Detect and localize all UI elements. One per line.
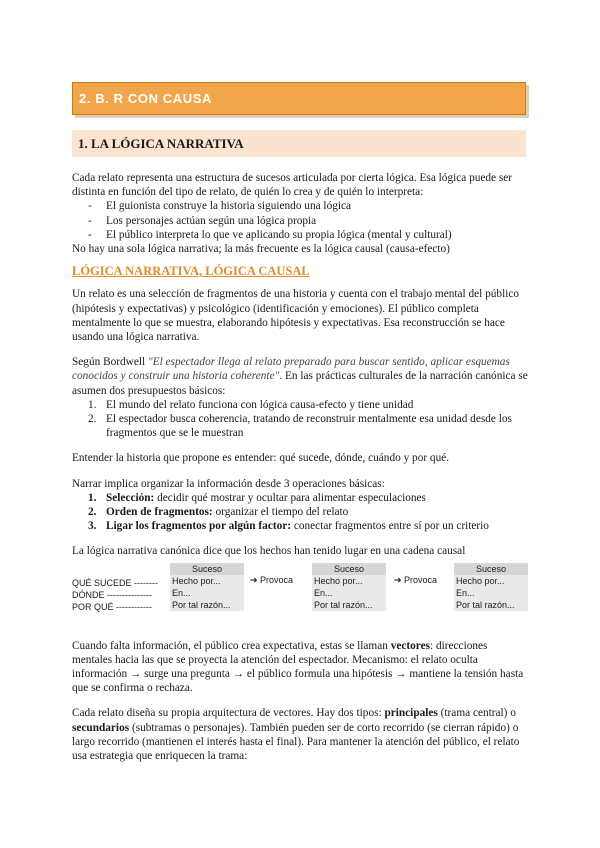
event-box: Suceso Hecho por... En... Por tal razón... — [454, 563, 528, 611]
provoca-arrow: ➔ Provoca — [394, 574, 438, 585]
provoca-arrow: ➔ Provoca — [250, 574, 294, 585]
diagram-label: POR QUÉ ------------ — [72, 601, 152, 612]
event-box: Suceso Hecho por... En... Por tal razón... — [170, 563, 244, 611]
list-item: 1. El mundo del relato funciona con lógica causa-efecto y tiene unidad — [88, 398, 414, 411]
list-item: - El guionista construye la historia siguiendo una lógica — [88, 200, 352, 213]
vector-architecture-paragraph: Cada relato diseña su propia arquitectura de vectores. Hay dos tipos: principales (trama central) o secundarios (subtramas o personajes). También pueden ser de corto recorrido (se cierran rápido) o largo recorrido (mantienen el interés hasta el final). Para mantener la atención del público, el relato usa estrategia que enriquecen la trama: — [72, 707, 520, 763]
document-body — [72, 171, 528, 763]
diagram-label: DÓNDE --------------- — [72, 589, 152, 600]
list-item: 2. El espectador busca coherencia, tratando de reconstruir mentalmente esa unidad desde los fragmentos que se le muestran — [88, 413, 512, 440]
assumptions-list — [72, 398, 528, 441]
operations-intro: Narrar implica organizar la información desde 3 operaciones básicas: — [72, 477, 385, 490]
causal-chain-intro: La lógica narrativa canónica dice que los hechos han tenido lugar en una cadena causal — [72, 545, 466, 558]
list-item: - El público interpreta lo que ve aplicando su propia lógica (mental y cultural) — [88, 228, 452, 241]
diagram-labels — [72, 577, 168, 613]
subheading: LÓGICA NARRATIVA, LÓGICA CAUSAL — [72, 264, 310, 279]
section-title: 1. LA LÓGICA NARRATIVA — [78, 136, 244, 151]
vectors-term: vectores — [390, 639, 431, 652]
intro-closing: No hay una sola lógica narrativa; la más frecuente es la lógica causal (causa-efecto) — [72, 243, 450, 256]
paragraph-fragments: Un relato es una selección de fragmentos de una historia y cuenta con el trabajo mental del público (hipótesis y expectativas) y psicológico (identificación y emociones). El público completa mentalmente lo que se muestra, elaborando hipótesis y expectativas. Esa reconstrucción se hace usando una lógica narrativa. — [72, 288, 520, 344]
bordwell-quote: "El espectador llega al relato preparado para buscar sentido, aplicar esquemas conocidos y construir una historia coherente" — [72, 356, 510, 383]
list-item: 3. Ligar los fragmentos por algún factor: conectar fragmentos entre sí por un criterio — [88, 520, 489, 533]
list-item: - Los personajes actúan según una lógica propia — [88, 214, 317, 227]
diagram-label: QUÉ SUCEDE -------- — [72, 577, 158, 588]
list-item: 2. Orden de fragmentos: organizar el tiempo del relato — [88, 506, 349, 519]
list-item: 1. Selección: decidir qué mostrar y ocultar para alimentar especulaciones — [88, 491, 426, 504]
intro-paragraph: Cada relato representa una estructura de sucesos articulada por cierta lógica. Esa lógica puede ser distinta en función del tipo de relato, de quién lo crea y de quién lo interpreta: — [72, 172, 513, 199]
paragraph-understanding: Entender la historia que propone es entender: qué sucede, dónde, cuándo y por qué. — [72, 452, 450, 465]
operations-list — [72, 491, 528, 534]
bordwell-paragraph: Según Bordwell "El espectador llega al relato preparado para buscar sentido, aplicar esquemas conocidos y construir una historia coherente". En las prácticas culturales de la narración canónica se asumen dos presupuestos básicos: — [72, 356, 528, 397]
chapter-banner — [72, 82, 526, 115]
chapter-title: 2. B. R CON CAUSA — [79, 91, 212, 106]
secundarios-term: secundarios — [72, 721, 130, 734]
event-box: Suceso Hecho por... En... Por tal razón... — [312, 563, 386, 611]
section-heading — [72, 130, 526, 157]
causal-chain-diagram — [72, 563, 528, 619]
principales-term: principales — [384, 707, 438, 720]
vectors-paragraph: Cuando falta información, el público crea expectativa, estas se llaman vectores: direcciones mentales hacia las que se proyecta la atención del espectador. Mecanismo: el relato oculta información → surge una pregunta → el público formula una hipótesis → mantiene la tensión hasta que se confirma o rechaza. — [72, 639, 524, 695]
intro-list — [72, 199, 528, 242]
